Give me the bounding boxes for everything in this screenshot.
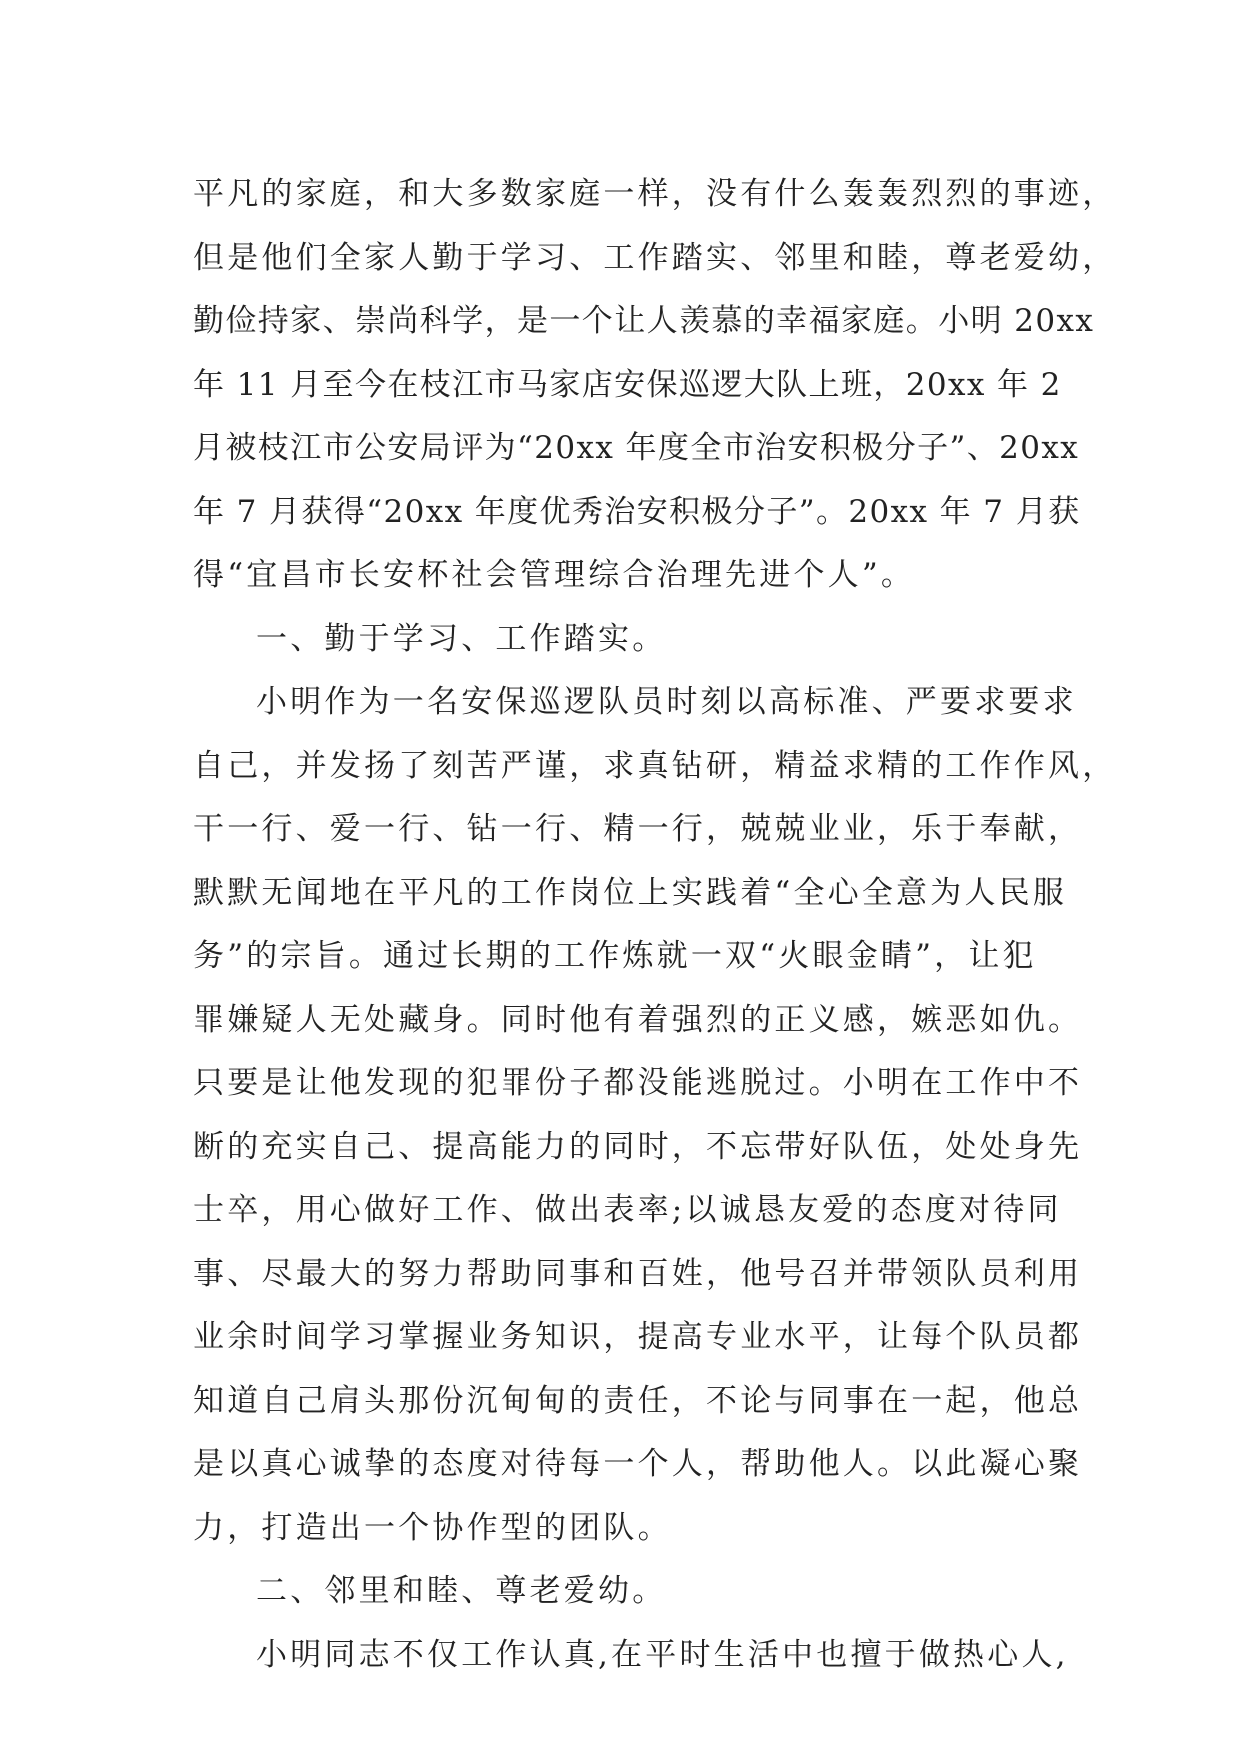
text-line: 只要是让他发现的犯罪份子都没能逃脱过。小明在工作中不	[193, 1065, 1083, 1101]
section-heading-2: 二、邻里和睦、尊老爱幼。	[256, 1573, 667, 1609]
text-line: 得“宜昌市长安杯社会管理综合治理先进个人”。	[193, 557, 916, 593]
text-line: 业余时间学习掌握业务知识，提高专业水平，让每个队员都	[193, 1319, 1083, 1355]
text-line: 但是他们全家人勤于学习、工作踏实、邻里和睦，尊老爱幼，	[193, 239, 1117, 276]
text-line: 年 7 月获得“20xx 年度优秀治安积极分子”。20xx 年 7 月获	[193, 493, 1081, 530]
text-line: 断的充实自己、提高能力的同时，不忘带好队伍，处处身先	[193, 1128, 1083, 1165]
text-line: 是以真心诚挚的态度对待每一个人，帮助他人。以此凝心聚	[193, 1446, 1083, 1482]
text-line: 年 11 月至今在枝江市马家店安保巡逻大队上班，20xx 年 2	[193, 366, 1062, 403]
text-line: 知道自己肩头那份沉甸甸的责任，不论与同事在一起，他总	[193, 1382, 1083, 1419]
text-line: 勤俭持家、崇尚科学，是一个让人羡慕的幸福家庭。小明 20xx	[193, 303, 1095, 339]
paragraph-start: 小明作为一名安保巡逻队员时刻以高标准、严要求要求	[256, 684, 1077, 720]
text-line: 自己，并发扬了刻苦严谨，求真钻研，精益求精的工作作风，	[193, 747, 1117, 784]
text-line: 罪嫌疑人无处藏身。同时他有着强烈的正义感，嫉恶如仇。	[193, 1001, 1083, 1038]
paragraph-start: 小明同志不仅工作认真,在平时生活中也擅于做热心人,	[256, 1636, 1069, 1673]
text-line: 力，打造出一个协作型的团队。	[193, 1509, 672, 1546]
section-heading-1: 一、勤于学习、工作踏实。	[256, 620, 667, 657]
text-line: 月被枝江市公安局评为“20xx 年度全市治安积极分子”、20xx	[193, 430, 1080, 466]
document-body	[193, 163, 1117, 1687]
text-line: 事、尽最大的努力帮助同事和百姓，他号召并带领队员利用	[193, 1255, 1083, 1292]
text-line: 干一行、爱一行、钻一行、精一行，兢兢业业，乐于奉献，	[193, 811, 1083, 847]
text-line: 务”的宗旨。通过长期的工作炼就一双“火眼金睛”，让犯	[193, 938, 1037, 974]
text-line: 默默无闻地在平凡的工作岗位上实践着“全心全意为人民服	[193, 874, 1068, 911]
text-line: 士卒，用心做好工作、做出表率;以诚恳友爱的态度对待同	[193, 1192, 1062, 1228]
text-line: 平凡的家庭，和大多数家庭一样，没有什么轰轰烈烈的事迹，	[193, 176, 1117, 212]
